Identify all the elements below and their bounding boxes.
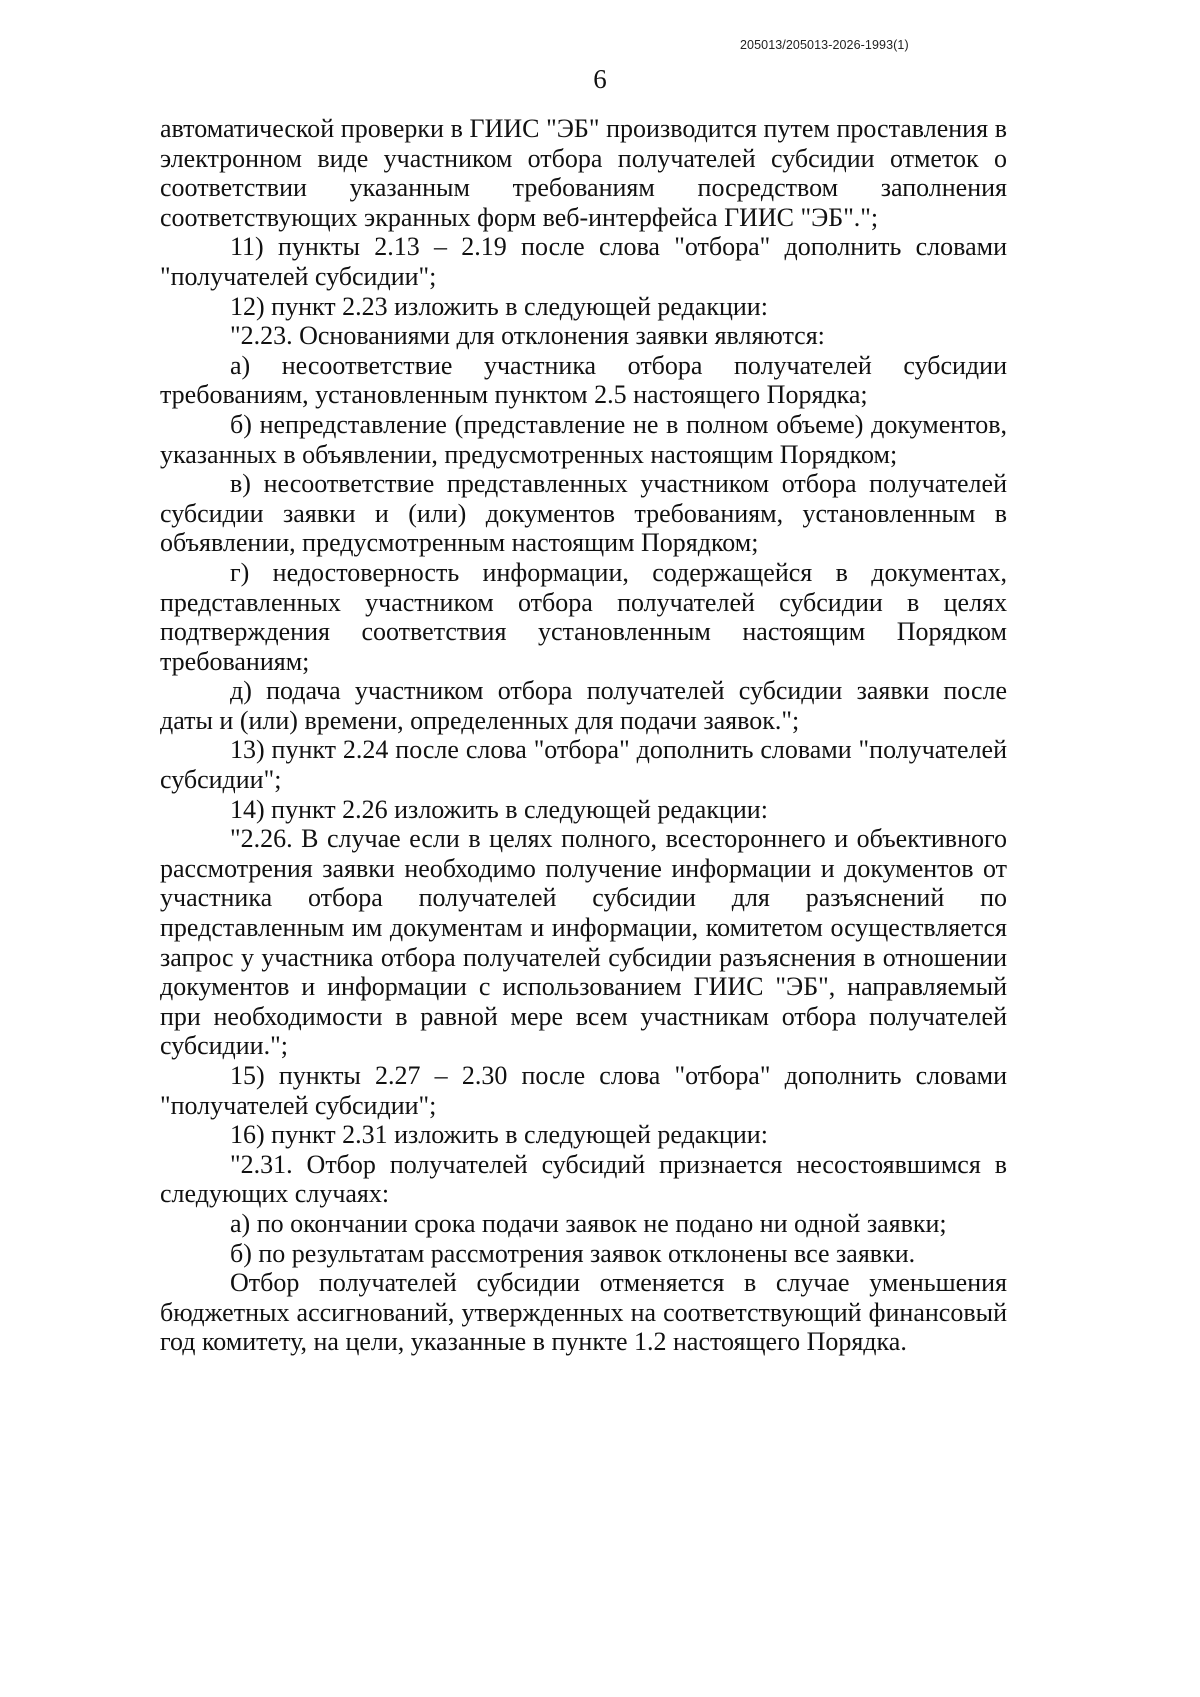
paragraph-clause-2-31: "2.31. Отбор получателей субсидий признается несостоявшимся в следующих случаях: <box>160 1149 1007 1209</box>
paragraph-item-14: 14) пункт 2.26 изложить в следующей редакции: <box>230 794 768 824</box>
paragraph-case-b: б) по результатам рассмотрения заявок отклонены все заявки. <box>230 1238 916 1268</box>
paragraph-item-13: 13) пункт 2.24 после слова "отбора" дополнить словами "получателей субсидии"; <box>160 735 1007 795</box>
paragraph-item-12: 12) пункт 2.23 изложить в следующей редакции: <box>230 291 768 321</box>
paragraph-item-15: 15) пункты 2.27 – 2.30 после слова "отбора" дополнить словами "получателей субсидии"; <box>160 1061 1007 1120</box>
paragraph-subitem-d: д) подача участником отбора получателей субсидии заявки после даты и (или) времени, определенных для подачи заявок."; <box>160 676 1007 735</box>
page-number: 6 <box>593 64 607 94</box>
paragraph-subitem-v: в) несоответствие представленных участником отбора получателей субсидии заявки и (или) документов требованиям, установленным в объявлении, предусмотренным настоящим Порядком; <box>160 469 1007 558</box>
paragraph-item-16: 16) пункт 2.31 изложить в следующей редакции: <box>230 1120 768 1150</box>
paragraph-subitem-g: г) недостоверность информации, содержащейся в документах, представленных участником отбора получателей субсидии в целях подтверждения соответствия установленным настоящим Порядком требованиям; <box>160 557 1007 676</box>
paragraph-subitem-a: а) несоответствие участника отбора получателей субсидии требованиям, установленным пунктом 2.5 настоящего Порядка; <box>160 350 1007 410</box>
paragraph-item-11: 11) пункты 2.13 – 2.19 после слова "отбора" дополнить словами "получателей субсидии"; <box>160 232 1007 291</box>
paragraph-cancellation: Отбор получателей субсидии отменяется в случае уменьшения бюджетных ассигнований, утвержденных на соответствующий финансовый год комитету, на цели, указанные в пункте 1.2 настоящего Порядка. <box>160 1268 1007 1357</box>
paragraph-clause-2-26: "2.26. В случае если в целях полного, всестороннего и объективного рассмотрения заявки необходимо получение информации и документов от участника отбора получателей субсидии для разъяснений по представленным им документам и информации, комитетом осуществляется запрос у участника отбора получателей субсидии разъяснения в отношении документов и информации с использованием ГИИС "ЭБ", направляемый при необходимости в равной мере всем участникам отбора получателей субсидии."; <box>160 824 1007 1061</box>
paragraph-continuation: автоматической проверки в ГИИС "ЭБ" производится путем проставления в электронном виде участником отбора получателей субсидии отметок о соответствии указанным требованиям посредством заполнения соответствующих экранных форм веб-интерфейса ГИИС "ЭБ"."; <box>160 114 1007 232</box>
paragraph-clause-2-23: "2.23. Основаниями для отклонения заявки являются: <box>230 321 825 351</box>
document-registration-number: 205013/205013-2026-1993(1) <box>740 38 909 52</box>
paragraph-case-a: а) по окончании срока подачи заявок не подано ни одной заявки; <box>230 1208 947 1238</box>
document-body <box>160 114 1007 1357</box>
paragraph-subitem-b: б) непредставление (представление не в полном объеме) документов, указанных в объявлении, предусмотренных настоящим Порядком; <box>160 409 1007 469</box>
